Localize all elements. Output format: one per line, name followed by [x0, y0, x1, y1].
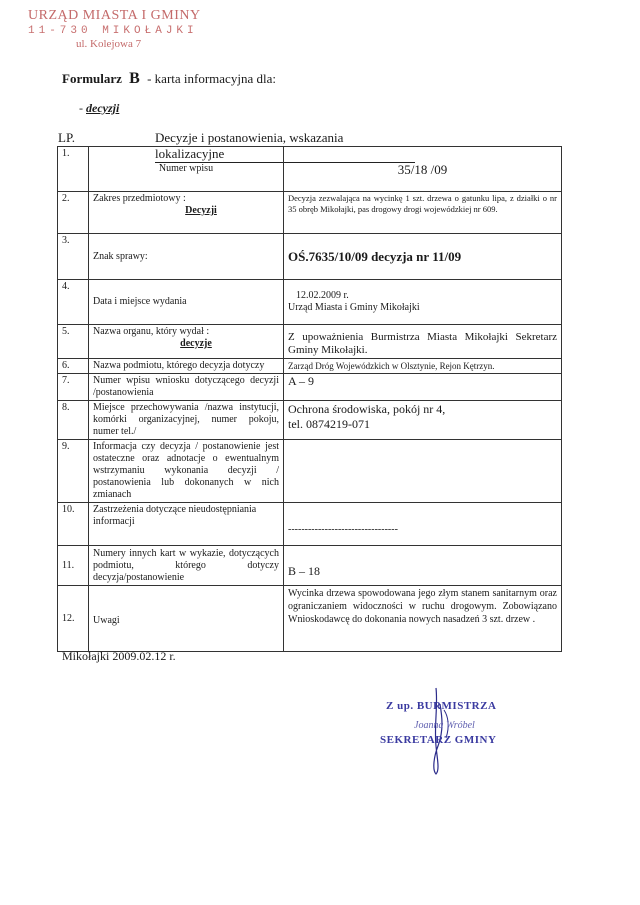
row-value: --------------------------------- — [284, 503, 562, 546]
row-label: Uwagi — [89, 586, 284, 652]
form-suffix: - karta informacyjna dla: — [147, 71, 276, 86]
stamp-postal-city: 11-730 MIKOŁAJKI — [28, 25, 198, 37]
row-value-phone: tel. 0874219-071 — [288, 417, 370, 431]
form-letter: B — [129, 70, 140, 87]
row-number: 9. — [58, 440, 89, 503]
row-label: Zastrzeżenia dotyczące nieudostępniania informacji — [89, 503, 284, 546]
row-number: 6. — [58, 359, 89, 374]
row-label: Nazwa podmiotu, którego decyzja dotyczy — [89, 359, 284, 374]
row-value: B – 18 — [284, 546, 562, 586]
row-label: Informacja czy decyzja / postanowienie jest ostateczne oraz adnotacje o ewentualnym wstrzymaniu wykonania decyzji / postanowienia lub dokonanych w nich zmianach — [89, 440, 284, 503]
signature-name: Joanna Wróbel — [414, 720, 475, 731]
form-title — [62, 70, 276, 88]
row-number: 5. — [58, 325, 89, 359]
row-value-date: 12.02.2009 r. — [296, 290, 349, 301]
row-label: Miejsce przechowywania /nazwa instytucji, komórki organizacyjnej, numer pokoju, numer tel./ — [89, 401, 284, 440]
table-row — [58, 234, 562, 280]
row-number: 2. — [58, 192, 89, 234]
table-row — [58, 192, 562, 234]
table-row — [58, 586, 562, 652]
row-label — [89, 192, 284, 234]
header-title: Decyzje i postanowienia, wskazania lokalizacyjne — [155, 130, 415, 163]
table-row — [58, 147, 562, 192]
row-label-subject: decyzje — [180, 338, 212, 349]
table-row — [58, 280, 562, 325]
row-label: Znak sprawy: — [89, 234, 284, 280]
row-value-place: Ochrona środowiska, pokój nr 4, — [288, 402, 446, 416]
footer-date: Mikołajki 2009.02.12 r. — [62, 649, 176, 663]
table-row — [58, 440, 562, 503]
row-value: A – 9 — [284, 374, 562, 401]
signature-role: SEKRETARZ GMINY — [380, 734, 497, 746]
table-row — [58, 503, 562, 546]
signature-stamp — [378, 686, 528, 776]
row-value: Zarząd Dróg Wojewódzkich w Olsztynie, Rejon Kętrzyn. — [284, 359, 562, 374]
row-number: 11. — [58, 546, 89, 586]
row-number: 7. — [58, 374, 89, 401]
row-number: 4. — [58, 280, 89, 325]
row-label: Numer wpisu wniosku dotyczącego decyzji /postanowienia — [89, 374, 284, 401]
row-value: Wycinka drzewa spowodowana jego złym stanem sanitarnym oraz ograniczaniem widoczności w ruchu drogowym. Zobowiązano Wnioskodawcę do dokonania nowych nasadzeń 3 szt. drzew . — [284, 586, 562, 652]
row-label-text: Zakres przedmiotowy : — [93, 193, 186, 204]
table-row — [58, 546, 562, 586]
row-label: Data i miejsce wydania — [89, 280, 284, 325]
row-label — [89, 325, 284, 359]
table-row — [58, 401, 562, 440]
row-number: 3. — [58, 234, 89, 280]
table-row — [58, 325, 562, 359]
row-value: Decyzja zezwalająca na wycinkę 1 szt. drzewa o gatunku lipa, z działki o nr 35 obręb Mikołajki, pas drogowy drogi wojewódzkiej nr 609. — [284, 192, 562, 234]
office-stamp — [28, 8, 201, 50]
row-value — [284, 280, 562, 325]
row-value-place: Urząd Miasta i Gminy Mikołajki — [288, 302, 420, 313]
row-label: Numery innych kart w wykazie, dotyczących podmiotu, którego dotyczy decyzja/postanowienie — [89, 546, 284, 586]
row-value — [284, 401, 562, 440]
row-value: OŚ.7635/10/09 decyzja nr 11/09 — [284, 234, 562, 280]
row-number: 8. — [58, 401, 89, 440]
stamp-office-name: URZĄD MIASTA I GMINY — [28, 8, 201, 23]
row-number: 12. — [58, 586, 89, 652]
row-label: Numer wpisu — [89, 147, 284, 192]
info-table — [57, 146, 562, 652]
row-value: 35/18 /09 — [284, 147, 562, 192]
row-label-subject: Decyzji — [185, 205, 217, 216]
row-number: 10. — [58, 503, 89, 546]
form-prefix: Formularz — [62, 71, 122, 86]
table-row — [58, 359, 562, 374]
form-subject-dash: - — [79, 101, 83, 115]
form-subject — [79, 101, 119, 116]
row-value: Z upoważnienia Burmistrza Miasta Mikołajki Sekretarz Gminy Mikołajki. — [284, 325, 562, 359]
row-value — [284, 440, 562, 503]
row-number: 1. — [58, 147, 89, 192]
stamp-street: ul. Kolejowa 7 — [76, 38, 142, 50]
row-label-text: Nazwa organu, który wydał : — [93, 326, 210, 337]
table-row — [58, 374, 562, 401]
form-subject-text: decyzji — [86, 101, 120, 115]
header-lp: LP. — [58, 130, 75, 145]
signature-title: Z up. BURMISTRZA — [386, 700, 497, 712]
